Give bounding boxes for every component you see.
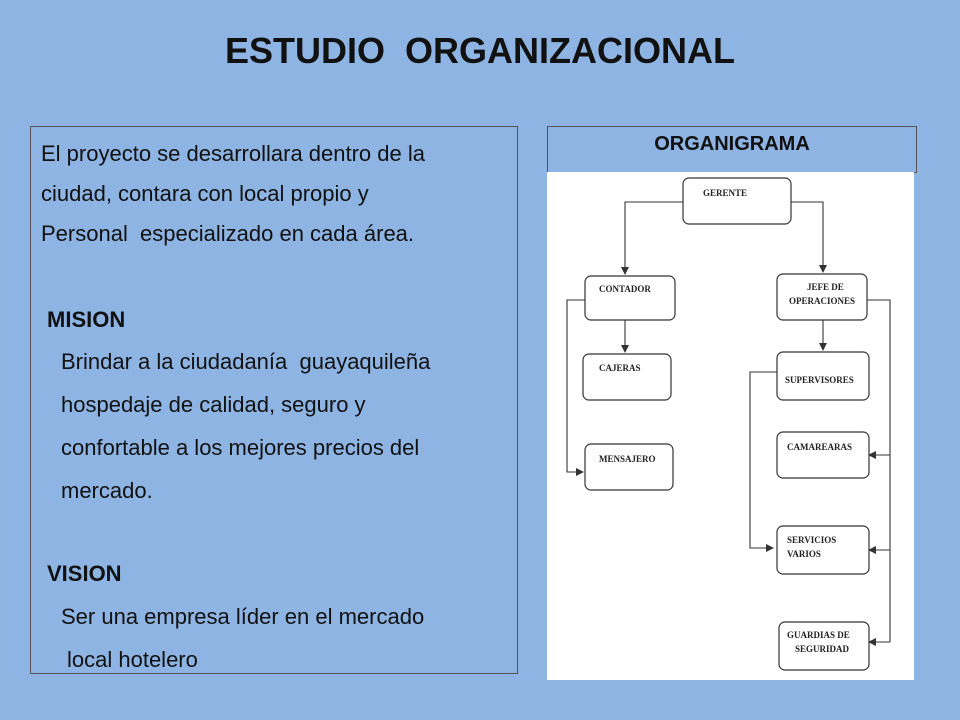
vision-line: Ser una empresa líder en el mercado — [61, 604, 425, 629]
node-contador — [585, 276, 675, 320]
node-mensajero-label: MENSAJERO — [599, 454, 656, 464]
node-guardias-seguridad — [779, 622, 869, 670]
node-jefe-label-2: OPERACIONES — [789, 296, 856, 306]
node-servicios-label-1: SERVICIOS — [787, 535, 837, 545]
organigrama-heading: ORGANIGRAMA — [547, 126, 917, 173]
mision-heading: MISION — [47, 307, 126, 332]
intro-line: ciudad, contara con local propio y — [41, 181, 369, 206]
connector-contador-mensajero — [567, 300, 585, 472]
node-mensajero — [585, 444, 673, 490]
mision-line: hospedaje de calidad, seguro y — [61, 392, 366, 417]
node-gerente — [683, 178, 791, 224]
node-contador-label: CONTADOR — [599, 284, 651, 294]
connector-gerente-contador — [625, 202, 683, 274]
node-supervisores — [777, 352, 869, 400]
connector-gerente-jefe — [791, 202, 823, 272]
mision-line: confortable a los mejores precios del — [61, 435, 420, 460]
node-camarearas-label: CAMAREARAS — [787, 442, 852, 452]
vision-heading: VISION — [47, 561, 122, 586]
node-supervisores-label: SUPERVISORES — [785, 375, 854, 385]
node-guardias-label-1: GUARDIAS DE — [787, 630, 850, 640]
node-jefe-label-1: JEFE DE — [807, 282, 844, 292]
intro-line: El proyecto se desarrollara dentro de la — [41, 141, 425, 166]
node-jefe-operaciones — [777, 274, 867, 320]
node-cajeras-label: CAJERAS — [599, 363, 641, 373]
page-title: ESTUDIO ORGANIZACIONAL — [225, 30, 735, 71]
node-servicios-varios — [777, 526, 869, 574]
org-chart — [547, 172, 914, 680]
node-cajeras — [583, 354, 671, 400]
node-servicios-label-2: VARIOS — [787, 549, 821, 559]
mision-line: Brindar a la ciudadanía guayaquileña — [61, 349, 431, 374]
node-guardias-label-2: SEGURIDAD — [795, 644, 850, 654]
connector-supervisores-servicios — [750, 372, 777, 548]
description-panel — [30, 126, 518, 674]
connector-jefe-right-rail — [867, 300, 890, 642]
org-chart-svg — [547, 172, 914, 680]
intro-line: Personal especializado en cada área. — [41, 221, 415, 246]
node-camarearas — [777, 432, 869, 478]
mision-line: mercado. — [61, 478, 153, 503]
node-gerente-label: GERENTE — [703, 188, 748, 198]
vision-line: local hotelero — [67, 647, 198, 672]
